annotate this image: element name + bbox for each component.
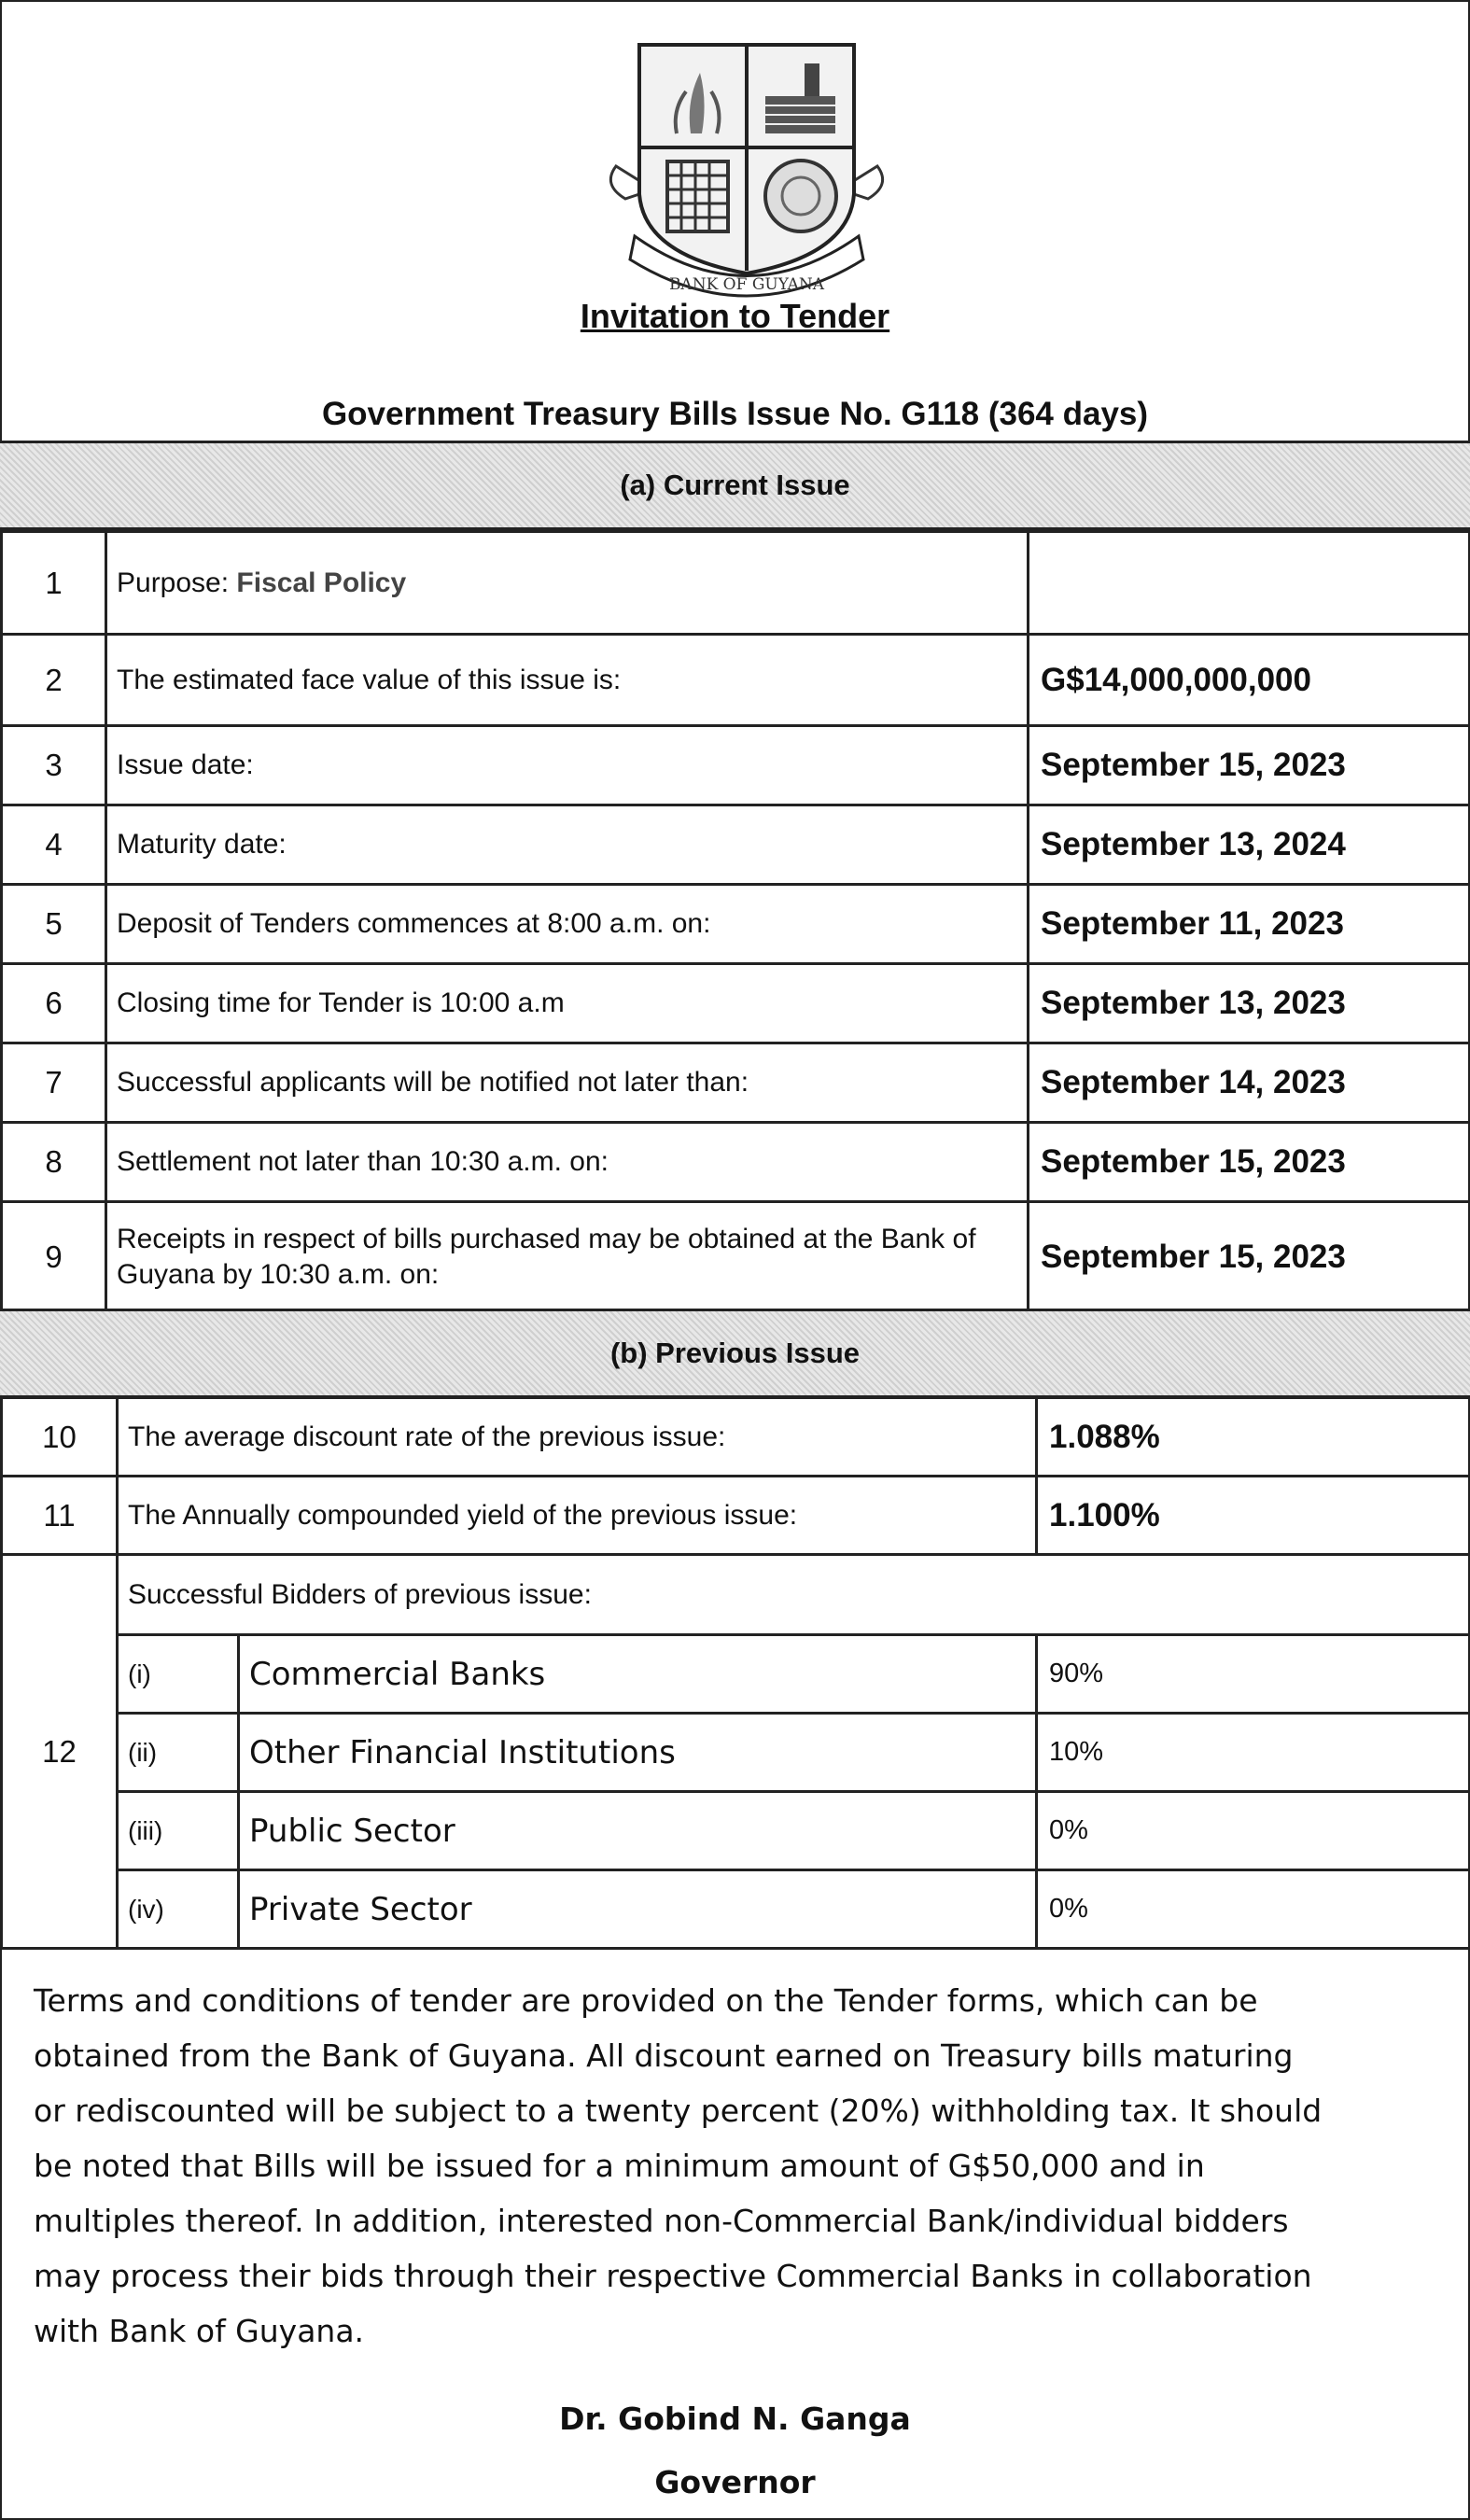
- svg-text:BANK OF GUYANA: BANK OF GUYANA: [668, 275, 825, 294]
- current-issue-heading: (a) Current Issue: [0, 441, 1470, 530]
- row-label: Receipts in respect of bills purchased may be obtained at the Bank of Guyana by 10:30 a.m. on:: [106, 1202, 1029, 1312]
- table-row: 4 Maturity date: September 13, 2024: [2, 805, 1470, 885]
- table-row: 10 The average discount rate of the previous issue: 1.088%: [2, 1398, 1470, 1477]
- table-row: 3 Issue date: September 15, 2023: [2, 726, 1470, 805]
- terms-line: with Bank of Guyana.: [34, 2313, 365, 2349]
- terms-paragraph: [34, 1973, 1443, 2359]
- bidders-row-number: 12: [2, 1555, 118, 1949]
- row-value: September 14, 2023: [1029, 1043, 1470, 1123]
- row-label: Purpose:: [117, 567, 230, 598]
- current-issue-table: [0, 530, 1470, 1313]
- bidder-pct: 10%: [1037, 1714, 1470, 1792]
- table-row: 1 Purpose: Fiscal Policy: [2, 532, 1470, 635]
- row-value: G$14,000,000,000: [1029, 635, 1470, 726]
- table-row: 6 Closing time for Tender is 10:00 a.m September 13, 2023: [2, 964, 1470, 1043]
- row-value: September 15, 2023: [1029, 1123, 1470, 1202]
- table-row: (ii) Other Financial Institutions 10%: [2, 1714, 1470, 1792]
- signatory-name: Dr. Gobind N. Ganga: [559, 2401, 911, 2437]
- terms-line: may process their bids through their respective Commercial Banks in collaboration: [34, 2258, 1312, 2294]
- bidder-pct: 90%: [1037, 1635, 1470, 1714]
- bidder-pct: 0%: [1037, 1870, 1470, 1949]
- bidders-label: Successful Bidders of previous issue:: [118, 1555, 1470, 1635]
- terms-line: be noted that Bills will be issued for a minimum amount of G$50,000 and in: [34, 2148, 1205, 2184]
- row-label: The average discount rate of the previous issue:: [118, 1398, 1037, 1477]
- table-row: 11 The Annually compounded yield of the previous issue: 1.100%: [2, 1477, 1470, 1555]
- bidder-name: Commercial Banks: [239, 1635, 1037, 1714]
- bidder-pct: 0%: [1037, 1792, 1470, 1870]
- table-row: 5 Deposit of Tenders commences at 8:00 a.m. on: September 11, 2023: [2, 885, 1470, 964]
- row-label: Closing time for Tender is 10:00 a.m: [106, 964, 1029, 1043]
- previous-issue-table: [0, 1396, 1470, 1950]
- row-label: Maturity date:: [106, 805, 1029, 885]
- bank-crest-logo: [597, 35, 896, 315]
- table-row: 2 The estimated face value of this issue is: G$14,000,000,000: [2, 635, 1470, 726]
- row-value: 1.088%: [1037, 1398, 1470, 1477]
- row-label: Issue date:: [106, 726, 1029, 805]
- bidder-name: Public Sector: [239, 1792, 1037, 1870]
- bidder-name: Private Sector: [239, 1870, 1037, 1949]
- row-label: Successful applicants will be notified not later than:: [106, 1043, 1029, 1123]
- row-label: The estimated face value of this issue is:: [106, 635, 1029, 726]
- table-row: 7 Successful applicants will be notified not later than: September 14, 2023: [2, 1043, 1470, 1123]
- signatory-position: Governor: [654, 2464, 816, 2500]
- bidder-name: Other Financial Institutions: [239, 1714, 1037, 1792]
- row-label: Deposit of Tenders commences at 8:00 a.m. on:: [106, 885, 1029, 964]
- terms-line: obtained from the Bank of Guyana. All discount earned on Treasury bills maturing: [34, 2037, 1294, 2074]
- table-row: 9 Receipts in respect of bills purchased may be obtained at the Bank of Guyana by 10:30 a.m. on: September 15, 2023: [2, 1202, 1470, 1312]
- row-value: 1.100%: [1037, 1477, 1470, 1555]
- row-value: September 13, 2024: [1029, 805, 1470, 885]
- row-value: September 15, 2023: [1029, 1202, 1470, 1312]
- row-value: September 15, 2023: [1029, 726, 1470, 805]
- table-row: [2, 1555, 1470, 1635]
- row-label: The Annually compounded yield of the previous issue:: [118, 1477, 1037, 1555]
- row-value: September 13, 2023: [1029, 964, 1470, 1043]
- row-label: Settlement not later than 10:30 a.m. on:: [106, 1123, 1029, 1202]
- terms-line: or rediscounted will be subject to a twenty percent (20%) withholding tax. It should: [34, 2093, 1323, 2129]
- terms-line: Terms and conditions of tender are provided on the Tender forms, which can be: [34, 1982, 1258, 2019]
- table-row: (iv) Private Sector 0%: [2, 1870, 1470, 1949]
- row-value: September 11, 2023: [1029, 885, 1470, 964]
- table-row: 8 Settlement not later than 10:30 a.m. on: September 15, 2023: [2, 1123, 1470, 1202]
- issue-subtitle: Government Treasury Bills Issue No. G118 (364 days): [321, 396, 1149, 432]
- notice-title: Invitation to Tender: [580, 297, 890, 335]
- previous-issue-heading: (b) Previous Issue: [0, 1309, 1470, 1398]
- table-row: (iii) Public Sector 0%: [2, 1792, 1470, 1870]
- terms-line: multiples thereof. In addition, interested non-Commercial Bank/individual bidders: [34, 2203, 1289, 2239]
- purpose-value: Fiscal Policy: [236, 567, 407, 598]
- table-row: (i) Commercial Banks 90%: [2, 1635, 1470, 1714]
